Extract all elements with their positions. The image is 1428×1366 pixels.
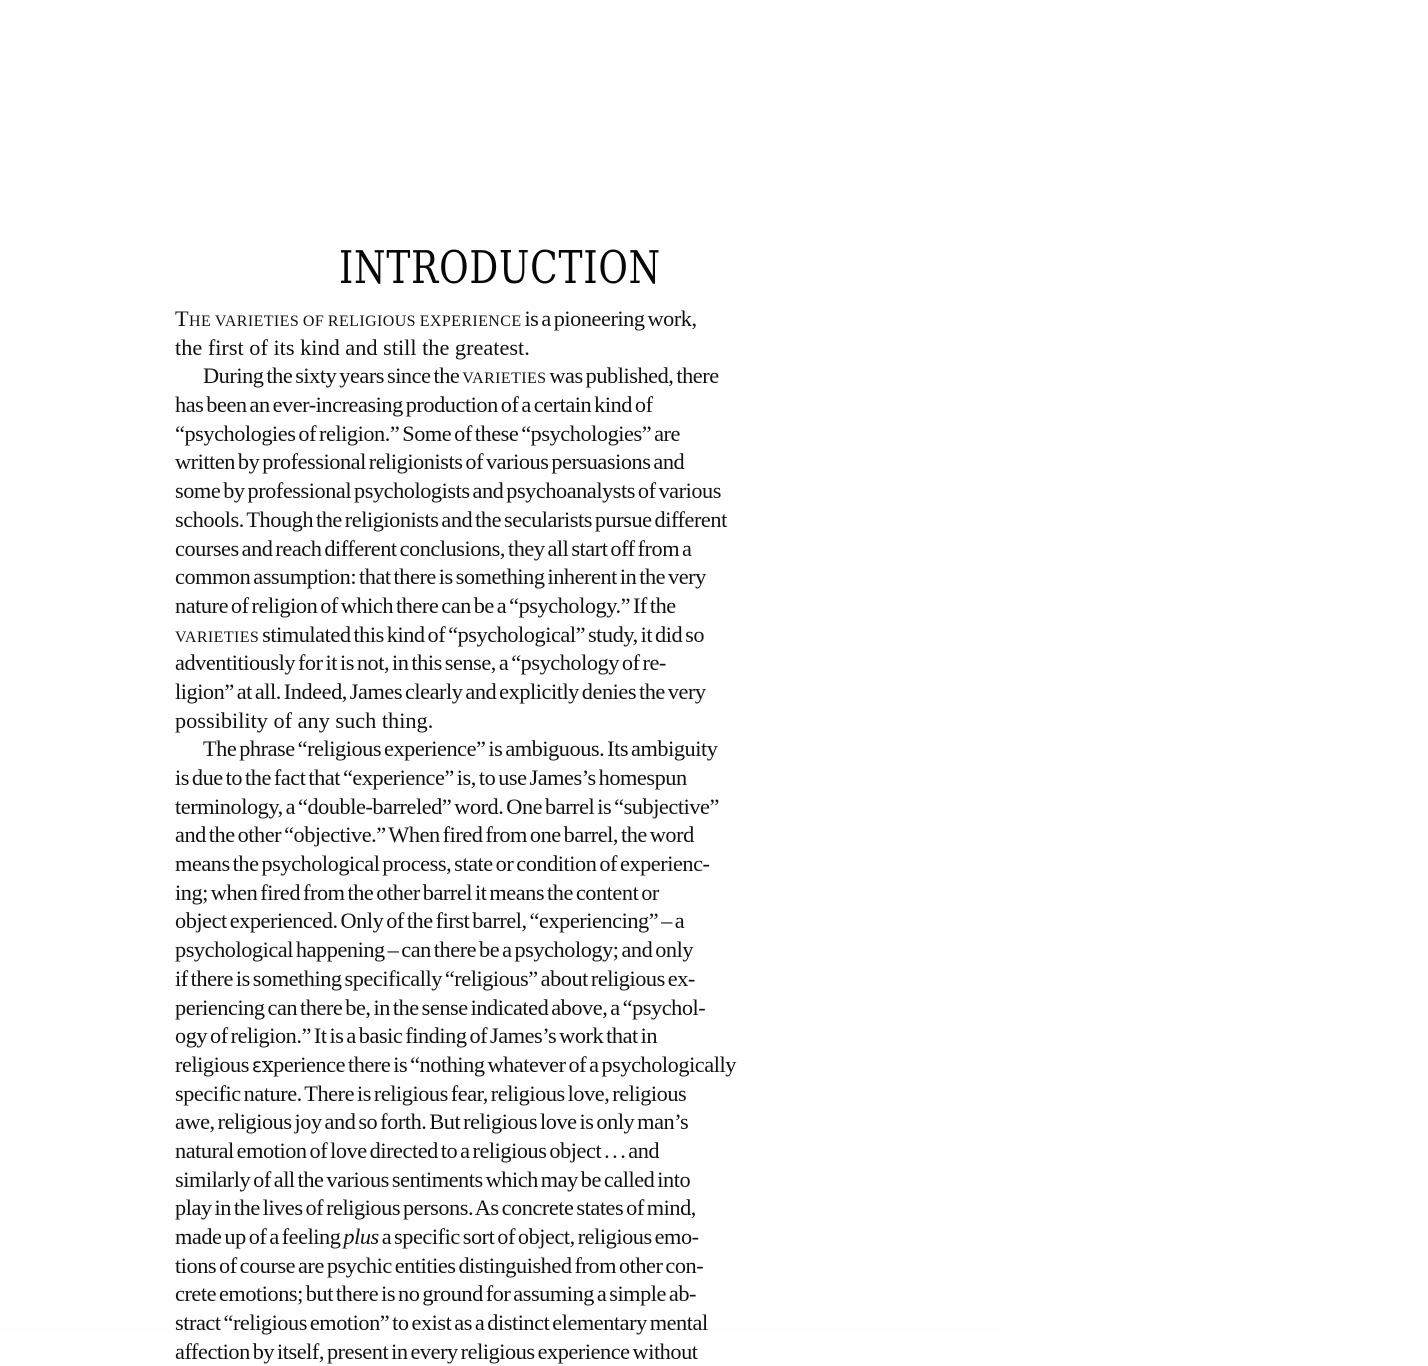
text-run-normal: is due to the fact that “experience” is, to use James’s homespun — [175, 765, 687, 790]
text-run-normal: was published, there — [546, 363, 719, 389]
text-run-normal: play in the lives of religious persons. As concrete states of mind, — [175, 1195, 696, 1221]
text-run-normal: has been an ever-increasing production of a certain kind of — [175, 392, 653, 418]
text-run-normal: specific nature. There is religious fear, religious love, religious — [175, 1080, 687, 1106]
text-line — [175, 1022, 867, 1051]
text-run-normal: periencing can there be, in the sense indicated above, a “psychol- — [175, 994, 706, 1020]
text-line — [175, 334, 867, 363]
text-line — [175, 994, 867, 1023]
body-text-block — [175, 305, 867, 1366]
text-run-normal: common assumption: that there is something inherent in the very — [175, 564, 706, 590]
typographic-artifact-epsilon: ɛ — [251, 1054, 262, 1077]
text-run-normal: schools. Though the religionists and the secularists pursue different — [175, 506, 727, 532]
text-line — [175, 621, 867, 650]
text-line — [175, 477, 867, 506]
text-line — [175, 764, 867, 793]
text-line — [175, 1252, 867, 1281]
text-line — [175, 420, 867, 449]
text-run-normal: nature of religion of which there can be a “psychology.” If the — [175, 592, 676, 618]
text-run-normal: During the sixty years since the — [203, 363, 463, 389]
text-line — [175, 879, 867, 908]
text-line — [175, 1108, 867, 1137]
text-run-normal: ogy of religion.” It is a basic finding of James’s work that in — [175, 1023, 658, 1049]
typographic-artifact-x: x — [261, 1052, 274, 1077]
text-run-artifact: ɛxperience — [251, 1051, 346, 1077]
text-run-smallcaps: varieties — [175, 621, 260, 647]
text-run-normal: courses and reach different conclusions, they all start off from a — [175, 535, 692, 561]
text-run-normal: adventitiously for it is not, in this sense, a “psychology of re- — [175, 650, 666, 676]
text-run-normal: The phrase “religious experience” is ambiguous. Its ambiguity — [203, 736, 718, 762]
text-line — [175, 1080, 867, 1109]
text-line — [175, 535, 867, 564]
text-run-normal: religious — [175, 1051, 252, 1077]
text-line — [175, 850, 867, 879]
text-run-normal: awe, religious joy and so forth. But religious love is only man’s — [175, 1109, 689, 1135]
text-line — [175, 1223, 867, 1252]
text-line — [175, 965, 867, 994]
text-line — [175, 563, 867, 592]
text-run-normal: crete emotions; but there is no ground for assuming a simple ab- — [175, 1281, 697, 1307]
text-run-italic: plus — [343, 1224, 379, 1249]
text-run-normal: tions of course are psychic entities distinguished from other con- — [175, 1252, 704, 1278]
text-run-normal: possibility of any such thing. — [175, 707, 434, 733]
text-line — [175, 1309, 867, 1338]
text-line — [175, 649, 867, 678]
text-run-normal: made up of a feeling — [175, 1224, 344, 1249]
text-run-normal: a specific sort of object, religious emo- — [378, 1224, 699, 1249]
text-line — [175, 362, 867, 391]
text-line — [175, 305, 867, 334]
text-run-normal: similarly of all the various sentiments which may be called into — [175, 1166, 691, 1192]
text-run-smallcaps: varieties — [462, 363, 547, 389]
text-run-normal: ligion” at all. Indeed, James clearly and explicitly denies the very — [175, 678, 706, 704]
text-line — [175, 391, 867, 420]
text-run-normal: object experienced. Only of the first barrel, “experiencing” – a — [175, 908, 685, 934]
text-line — [175, 592, 867, 621]
text-line — [175, 1051, 867, 1080]
text-run-normal: ing; when fired from the other barrel it means the content or — [175, 879, 659, 905]
text-line — [175, 907, 867, 936]
page-title: INTRODUCTION — [339, 241, 661, 295]
text-line — [175, 506, 867, 535]
text-line — [175, 793, 867, 822]
text-run-normal: natural emotion of love directed to a religious object . . . and — [175, 1137, 660, 1163]
text-run-smallcaps: The varieties of religious experience — [175, 306, 522, 331]
text-run-normal: is a pioneering work, — [521, 306, 697, 331]
text-run-normal: means the psychological process, state or condition of experienc- — [175, 851, 710, 877]
text-run-normal: some by professional psychologists and psychoanalysts of various — [175, 478, 721, 504]
text-line — [175, 1194, 867, 1223]
text-run-normal: written by professional religionists of various persuasions and — [175, 449, 685, 475]
text-line — [175, 1280, 867, 1309]
text-run-normal: stimulated this kind of “psychological” study, it did so — [259, 621, 705, 647]
text-line — [175, 448, 867, 477]
text-run-normal: if there is something specifically “religious” about religious ex- — [175, 965, 695, 991]
text-line — [175, 707, 867, 736]
text-run-normal: psychological happening – can there be a psychology; and only — [175, 937, 694, 963]
text-run-normal: terminology, a “double-barreled” word. One barrel is “subjective” — [175, 793, 719, 819]
text-line — [175, 1137, 867, 1166]
text-run-normal: affection by itself, present in every religious experience without — [175, 1338, 698, 1364]
text-run-normal: the first of its kind and still the greatest. — [175, 334, 530, 360]
text-run-normal: “psychologies of religion.” Some of these “psychologies” are — [175, 420, 680, 446]
text-run-normal: there is “nothing whatever of a psychologically — [345, 1051, 736, 1077]
text-line — [175, 735, 867, 764]
text-run-normal: stract “religious emotion” to exist as a distinct elementary mental — [175, 1310, 708, 1336]
text-line — [175, 936, 867, 965]
text-line — [175, 1338, 867, 1366]
text-line — [175, 1166, 867, 1195]
text-line — [175, 821, 867, 850]
text-line — [175, 678, 867, 707]
text-run-normal: and the other “objective.” When fired from one barrel, the word — [175, 822, 694, 848]
